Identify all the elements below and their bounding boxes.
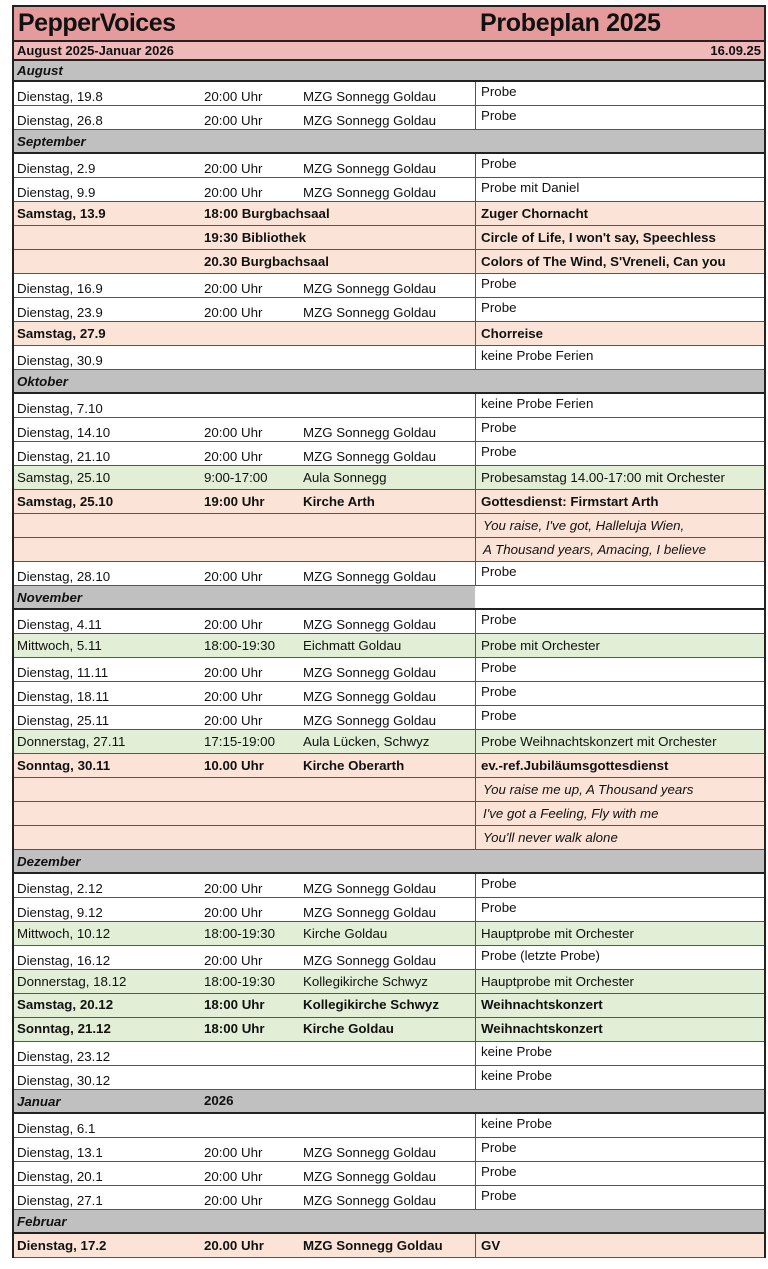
schedule-row xyxy=(14,442,764,466)
time-cell: 20:00 Uhr xyxy=(204,113,263,128)
location-cell: MZG Sonnegg Goldau xyxy=(303,689,437,704)
note-cell: Probe xyxy=(481,612,517,627)
choir-name: PepperVoices xyxy=(18,9,176,37)
time-cell: 20:00 Uhr xyxy=(204,689,263,704)
note-cell: Hauptprobe mit Orchester xyxy=(481,926,634,941)
date-cell: Dienstag, 23.9 xyxy=(17,305,103,320)
time-cell: 20:00 Uhr xyxy=(204,185,263,200)
time-cell: 20:00 Uhr xyxy=(204,881,263,896)
location-cell: MZG Sonnegg Goldau xyxy=(303,305,437,320)
note-cell: Probe mit Daniel xyxy=(481,180,580,195)
month-header-row xyxy=(14,850,764,874)
column-divider xyxy=(475,538,476,562)
orchestra-rehearsal-row xyxy=(14,730,764,754)
time-cell: 9:00-17:00 xyxy=(204,470,268,485)
note-cell: Probe xyxy=(481,444,517,459)
schedule-row xyxy=(14,82,764,106)
date-cell: Dienstag, 17.2 xyxy=(17,1238,107,1253)
note-cell: Probe (letzte Probe) xyxy=(481,948,600,963)
note-cell: Probe xyxy=(481,684,517,699)
column-divider xyxy=(475,298,476,322)
time-cell: 20:00 Uhr xyxy=(204,1145,263,1160)
note-cell: Weihnachtskonzert xyxy=(481,1021,603,1036)
month-label: August xyxy=(17,63,63,78)
column-divider xyxy=(475,202,476,226)
location-cell: MZG Sonnegg Goldau xyxy=(303,161,437,176)
date-cell: Donnerstag, 18.12 xyxy=(17,974,127,989)
column-divider xyxy=(475,874,476,898)
note-cell: Probe Weihnachtskonzert mit Orchester xyxy=(481,734,717,749)
column-divider xyxy=(475,898,476,922)
location-cell: Kollegikirche Schwyz xyxy=(303,997,439,1012)
concert-row xyxy=(14,1018,764,1042)
time-cell: 20:00 Uhr xyxy=(204,617,263,632)
note-cell: Probe xyxy=(481,1164,517,1179)
time-cell: 18:00-19:30 xyxy=(204,974,275,989)
column-divider xyxy=(475,754,476,778)
note-cell: keine Probe Ferien xyxy=(481,396,594,411)
column-divider xyxy=(475,610,476,634)
date-cell: Dienstag, 18.11 xyxy=(17,689,110,704)
time-cell: 20:00 Uhr xyxy=(204,953,263,968)
event-row xyxy=(14,202,764,226)
note-cell xyxy=(475,1210,764,1232)
schedule-subheader xyxy=(14,42,764,61)
column-divider xyxy=(475,178,476,202)
note-cell: keine Probe Ferien xyxy=(481,348,594,363)
schedule-row xyxy=(14,1138,764,1162)
month-header-row xyxy=(14,61,764,82)
column-divider xyxy=(475,442,476,466)
song-list: You raise, I've got, Halleluja Wien, xyxy=(483,518,685,533)
song-list-row xyxy=(14,826,764,850)
note-cell: Probe xyxy=(481,876,517,891)
location-cell: MZG Sonnegg Goldau xyxy=(303,425,437,440)
column-divider xyxy=(475,418,476,442)
schedule-row xyxy=(14,1114,764,1138)
column-divider xyxy=(475,1186,476,1210)
time-cell: 20:00 Uhr xyxy=(204,281,263,296)
column-divider xyxy=(475,154,476,178)
date-cell: Dienstag, 2.9 xyxy=(17,161,96,176)
orchestra-rehearsal-row xyxy=(14,970,764,994)
location-cell: Kollegikirche Schwyz xyxy=(303,974,428,989)
column-divider xyxy=(475,1042,476,1066)
schedule-header xyxy=(14,5,764,42)
location-cell: MZG Sonnegg Goldau xyxy=(303,1238,443,1253)
year-label: 2026 xyxy=(204,1093,234,1108)
schedule-row xyxy=(14,706,764,730)
time-cell: 18:00-19:30 xyxy=(204,638,275,653)
location-cell: MZG Sonnegg Goldau xyxy=(303,713,437,728)
schedule-row xyxy=(14,418,764,442)
column-divider xyxy=(475,682,476,706)
time-cell: 19:00 Uhr xyxy=(204,494,265,509)
revision-date: 16.09.25 xyxy=(710,43,761,58)
date-cell: Dienstag, 28.10 xyxy=(17,569,111,584)
time-cell: 18:00-19:30 xyxy=(204,926,275,941)
location-cell: Aula Lücken, Schwyz xyxy=(303,734,430,749)
date-cell: Dienstag, 23.12 xyxy=(17,1049,111,1064)
note-cell: Probe xyxy=(481,564,517,579)
rehearsal-schedule-sheet xyxy=(12,5,766,1258)
time-cell: 20:00 Uhr xyxy=(204,1193,263,1208)
date-cell: Sonntag, 21.12 xyxy=(17,1021,111,1036)
note-cell xyxy=(475,586,764,608)
note-cell: Probe xyxy=(481,84,517,99)
date-cell: Dienstag, 11.11 xyxy=(17,665,109,680)
date-cell: Dienstag, 7.10 xyxy=(17,401,103,416)
location-cell: MZG Sonnegg Goldau xyxy=(303,89,437,104)
schedule-row xyxy=(14,1042,764,1066)
time-cell: 20:00 Uhr xyxy=(204,1169,263,1184)
date-cell: Dienstag, 16.12 xyxy=(17,953,111,968)
note-cell xyxy=(475,61,764,80)
month-label: Oktober xyxy=(17,374,68,389)
song-list-row xyxy=(14,538,764,562)
event-row xyxy=(14,1234,764,1258)
month-header-row xyxy=(14,130,764,154)
time-cell: 18:00 Burgbachsaal xyxy=(204,206,330,221)
time-cell: 18:00 Uhr xyxy=(204,997,265,1012)
date-cell: Mittwoch, 5.11 xyxy=(17,638,102,653)
time-cell: 20.30 Burgbachsaal xyxy=(204,254,329,269)
location-cell: MZG Sonnegg Goldau xyxy=(303,1145,437,1160)
time-cell: 20:00 Uhr xyxy=(204,305,263,320)
concert-row xyxy=(14,994,764,1018)
schedule-row xyxy=(14,346,764,370)
time-cell: 20:00 Uhr xyxy=(204,665,263,680)
month-label: Februar xyxy=(17,1214,67,1229)
song-list: I've got a Feeling, Fly with me xyxy=(483,806,659,821)
schedule-table xyxy=(14,61,764,1258)
location-cell: Kirche Goldau xyxy=(303,1021,394,1036)
note-cell: Probe mit Orchester xyxy=(481,638,600,653)
orchestra-rehearsal-row xyxy=(14,634,764,658)
schedule-row xyxy=(14,394,764,418)
song-list-row xyxy=(14,514,764,538)
month-header-row xyxy=(14,586,764,610)
note-cell: Probe xyxy=(481,420,517,435)
note-cell: Zuger Chornacht xyxy=(481,206,589,221)
time-cell: 20:00 Uhr xyxy=(204,161,263,176)
column-divider xyxy=(475,562,476,586)
column-divider xyxy=(475,226,476,250)
schedule-row xyxy=(14,1186,764,1210)
column-divider xyxy=(475,970,476,994)
column-divider xyxy=(475,994,476,1018)
location-cell: Aula Sonnegg xyxy=(303,470,387,485)
song-list: You raise me up, A Thousand years xyxy=(483,782,694,797)
period-range: August 2025-Januar 2026 xyxy=(17,43,174,58)
date-cell: Mittwoch, 10.12 xyxy=(17,926,111,941)
column-divider xyxy=(475,730,476,754)
song-list-row xyxy=(14,802,764,826)
column-divider xyxy=(475,106,476,130)
note-cell: Probe xyxy=(481,156,517,171)
note-cell: Probe xyxy=(481,708,517,723)
location-cell: Kirche Goldau xyxy=(303,926,388,941)
column-divider xyxy=(475,394,476,418)
date-cell: Dienstag, 25.11 xyxy=(17,713,110,728)
date-cell: Dienstag, 9.12 xyxy=(17,905,103,920)
location-cell: MZG Sonnegg Goldau xyxy=(303,617,437,632)
event-row xyxy=(14,250,764,274)
column-divider xyxy=(475,1114,476,1138)
column-divider xyxy=(475,1138,476,1162)
time-cell: 18:00 Uhr xyxy=(204,1021,265,1036)
date-cell: Dienstag, 2.12 xyxy=(17,881,103,896)
date-cell: Dienstag, 14.10 xyxy=(17,425,111,440)
event-row xyxy=(14,322,764,346)
date-cell: Dienstag, 20.1 xyxy=(17,1169,103,1184)
orchestra-rehearsal-row xyxy=(14,922,764,946)
schedule-row xyxy=(14,178,764,202)
column-divider xyxy=(475,490,476,514)
time-cell: 17:15-19:00 xyxy=(204,734,275,749)
note-cell: GV xyxy=(481,1238,501,1253)
time-cell: 20:00 Uhr xyxy=(204,713,263,728)
location-cell: MZG Sonnegg Goldau xyxy=(303,569,437,584)
date-cell: Dienstag, 13.1 xyxy=(17,1145,103,1160)
column-divider xyxy=(475,778,476,802)
date-cell: Dienstag, 30.9 xyxy=(17,353,103,368)
column-divider xyxy=(475,1018,476,1042)
location-cell: MZG Sonnegg Goldau xyxy=(303,281,437,296)
column-divider xyxy=(475,826,476,850)
time-cell: 20:00 Uhr xyxy=(204,569,263,584)
schedule-row xyxy=(14,874,764,898)
location-cell: Kirche Arth xyxy=(303,494,375,509)
column-divider xyxy=(475,922,476,946)
date-cell: Dienstag, 26.8 xyxy=(17,113,103,128)
note-cell: Probesamstag 14.00-17:00 mit Orchester xyxy=(481,470,725,485)
schedule-row xyxy=(14,946,764,970)
note-cell xyxy=(475,850,764,872)
location-cell: MZG Sonnegg Goldau xyxy=(303,665,437,680)
schedule-row xyxy=(14,274,764,298)
note-cell: Probe xyxy=(481,900,517,915)
time-cell: 10.00 Uhr xyxy=(204,758,264,773)
time-cell: 20:00 Uhr xyxy=(204,425,263,440)
month-label: Dezember xyxy=(17,854,81,869)
schedule-row xyxy=(14,658,764,682)
date-cell: Sonntag, 30.11 xyxy=(17,758,111,773)
schedule-row xyxy=(14,154,764,178)
note-cell: Colors of The Wind, S'Vreneli, Can you xyxy=(481,254,726,269)
column-divider xyxy=(475,634,476,658)
column-divider xyxy=(475,1162,476,1186)
location-cell: MZG Sonnegg Goldau xyxy=(303,905,437,920)
orchestra-rehearsal-row xyxy=(14,466,764,490)
column-divider xyxy=(475,250,476,274)
note-cell: Probe xyxy=(481,276,517,291)
date-cell: Dienstag, 30.12 xyxy=(17,1073,111,1088)
column-divider xyxy=(475,346,476,370)
note-cell: Hauptprobe mit Orchester xyxy=(481,974,634,989)
date-cell: Samstag, 25.10 xyxy=(17,470,111,485)
column-divider xyxy=(475,1066,476,1090)
time-cell: 20:00 Uhr xyxy=(204,449,263,464)
month-header-row xyxy=(14,1210,764,1234)
date-cell: Samstag, 27.9 xyxy=(17,326,106,341)
column-divider xyxy=(475,514,476,538)
schedule-row xyxy=(14,898,764,922)
location-cell: MZG Sonnegg Goldau xyxy=(303,953,437,968)
location-cell: MZG Sonnegg Goldau xyxy=(303,449,437,464)
month-label: November xyxy=(17,590,83,605)
note-cell xyxy=(475,1090,764,1112)
column-divider xyxy=(475,82,476,106)
note-cell: Gottesdienst: Firmstart Arth xyxy=(481,494,659,509)
note-cell: keine Probe xyxy=(481,1116,552,1131)
schedule-row xyxy=(14,1162,764,1186)
note-cell xyxy=(475,370,764,392)
schedule-row xyxy=(14,610,764,634)
song-list-row xyxy=(14,778,764,802)
location-cell: Eichmatt Goldau xyxy=(303,638,402,653)
schedule-row xyxy=(14,1066,764,1090)
month-header-row xyxy=(14,370,764,394)
column-divider xyxy=(475,706,476,730)
schedule-title: Probeplan 2025 xyxy=(480,9,661,37)
song-list: You'll never walk alone xyxy=(483,830,618,845)
date-cell: Samstag, 13.9 xyxy=(17,206,106,221)
location-cell: MZG Sonnegg Goldau xyxy=(303,1169,437,1184)
date-cell: Donnerstag, 27.11 xyxy=(17,734,126,749)
column-divider xyxy=(475,322,476,346)
note-cell: Probe xyxy=(481,660,517,675)
note-cell: Circle of Life, I won't say, Speechless xyxy=(481,230,716,245)
event-row xyxy=(14,754,764,778)
schedule-row xyxy=(14,298,764,322)
note-cell: keine Probe xyxy=(481,1068,552,1083)
schedule-row xyxy=(14,106,764,130)
location-cell: MZG Sonnegg Goldau xyxy=(303,881,437,896)
column-divider xyxy=(475,802,476,826)
date-cell: Dienstag, 27.1 xyxy=(17,1193,103,1208)
column-divider xyxy=(475,946,476,970)
note-cell: Weihnachtskonzert xyxy=(481,997,603,1012)
month-label: Januar xyxy=(17,1094,61,1109)
date-cell: Dienstag, 9.9 xyxy=(17,185,96,200)
date-cell: Samstag, 20.12 xyxy=(17,997,114,1012)
note-cell: Probe xyxy=(481,1188,517,1203)
date-cell: Dienstag, 4.11 xyxy=(17,617,102,632)
date-cell: Dienstag, 21.10 xyxy=(17,449,111,464)
time-cell: 20:00 Uhr xyxy=(204,89,263,104)
time-cell: 20.00 Uhr xyxy=(204,1238,264,1253)
event-row xyxy=(14,226,764,250)
time-cell: 20:00 Uhr xyxy=(204,905,263,920)
column-divider xyxy=(475,466,476,490)
schedule-row xyxy=(14,682,764,706)
date-cell: Dienstag, 16.9 xyxy=(17,281,103,296)
date-cell: Dienstag, 6.1 xyxy=(17,1121,96,1136)
month-label: September xyxy=(17,134,86,149)
date-cell: Dienstag, 19.8 xyxy=(17,89,103,104)
schedule-row xyxy=(14,562,764,586)
note-cell: Probe xyxy=(481,108,517,123)
location-cell: Kirche Oberarth xyxy=(303,758,405,773)
note-cell: Probe xyxy=(481,300,517,315)
column-divider xyxy=(475,1234,476,1258)
date-cell: Samstag, 25.10 xyxy=(17,494,114,509)
location-cell: MZG Sonnegg Goldau xyxy=(303,1193,437,1208)
note-cell: Probe xyxy=(481,1140,517,1155)
location-cell: MZG Sonnegg Goldau xyxy=(303,185,437,200)
location-cell: MZG Sonnegg Goldau xyxy=(303,113,437,128)
note-cell xyxy=(475,130,764,152)
column-divider xyxy=(475,274,476,298)
note-cell: keine Probe xyxy=(481,1044,552,1059)
column-divider xyxy=(475,658,476,682)
note-cell: ev.-ref.Jubiläumsgottesdienst xyxy=(481,758,669,773)
song-list: A Thousand years, Amacing, I believe xyxy=(483,542,706,557)
note-cell: Chorreise xyxy=(481,326,544,341)
event-row xyxy=(14,490,764,514)
time-cell: 19:30 Bibliothek xyxy=(204,230,306,245)
month-header-row xyxy=(14,1090,764,1114)
